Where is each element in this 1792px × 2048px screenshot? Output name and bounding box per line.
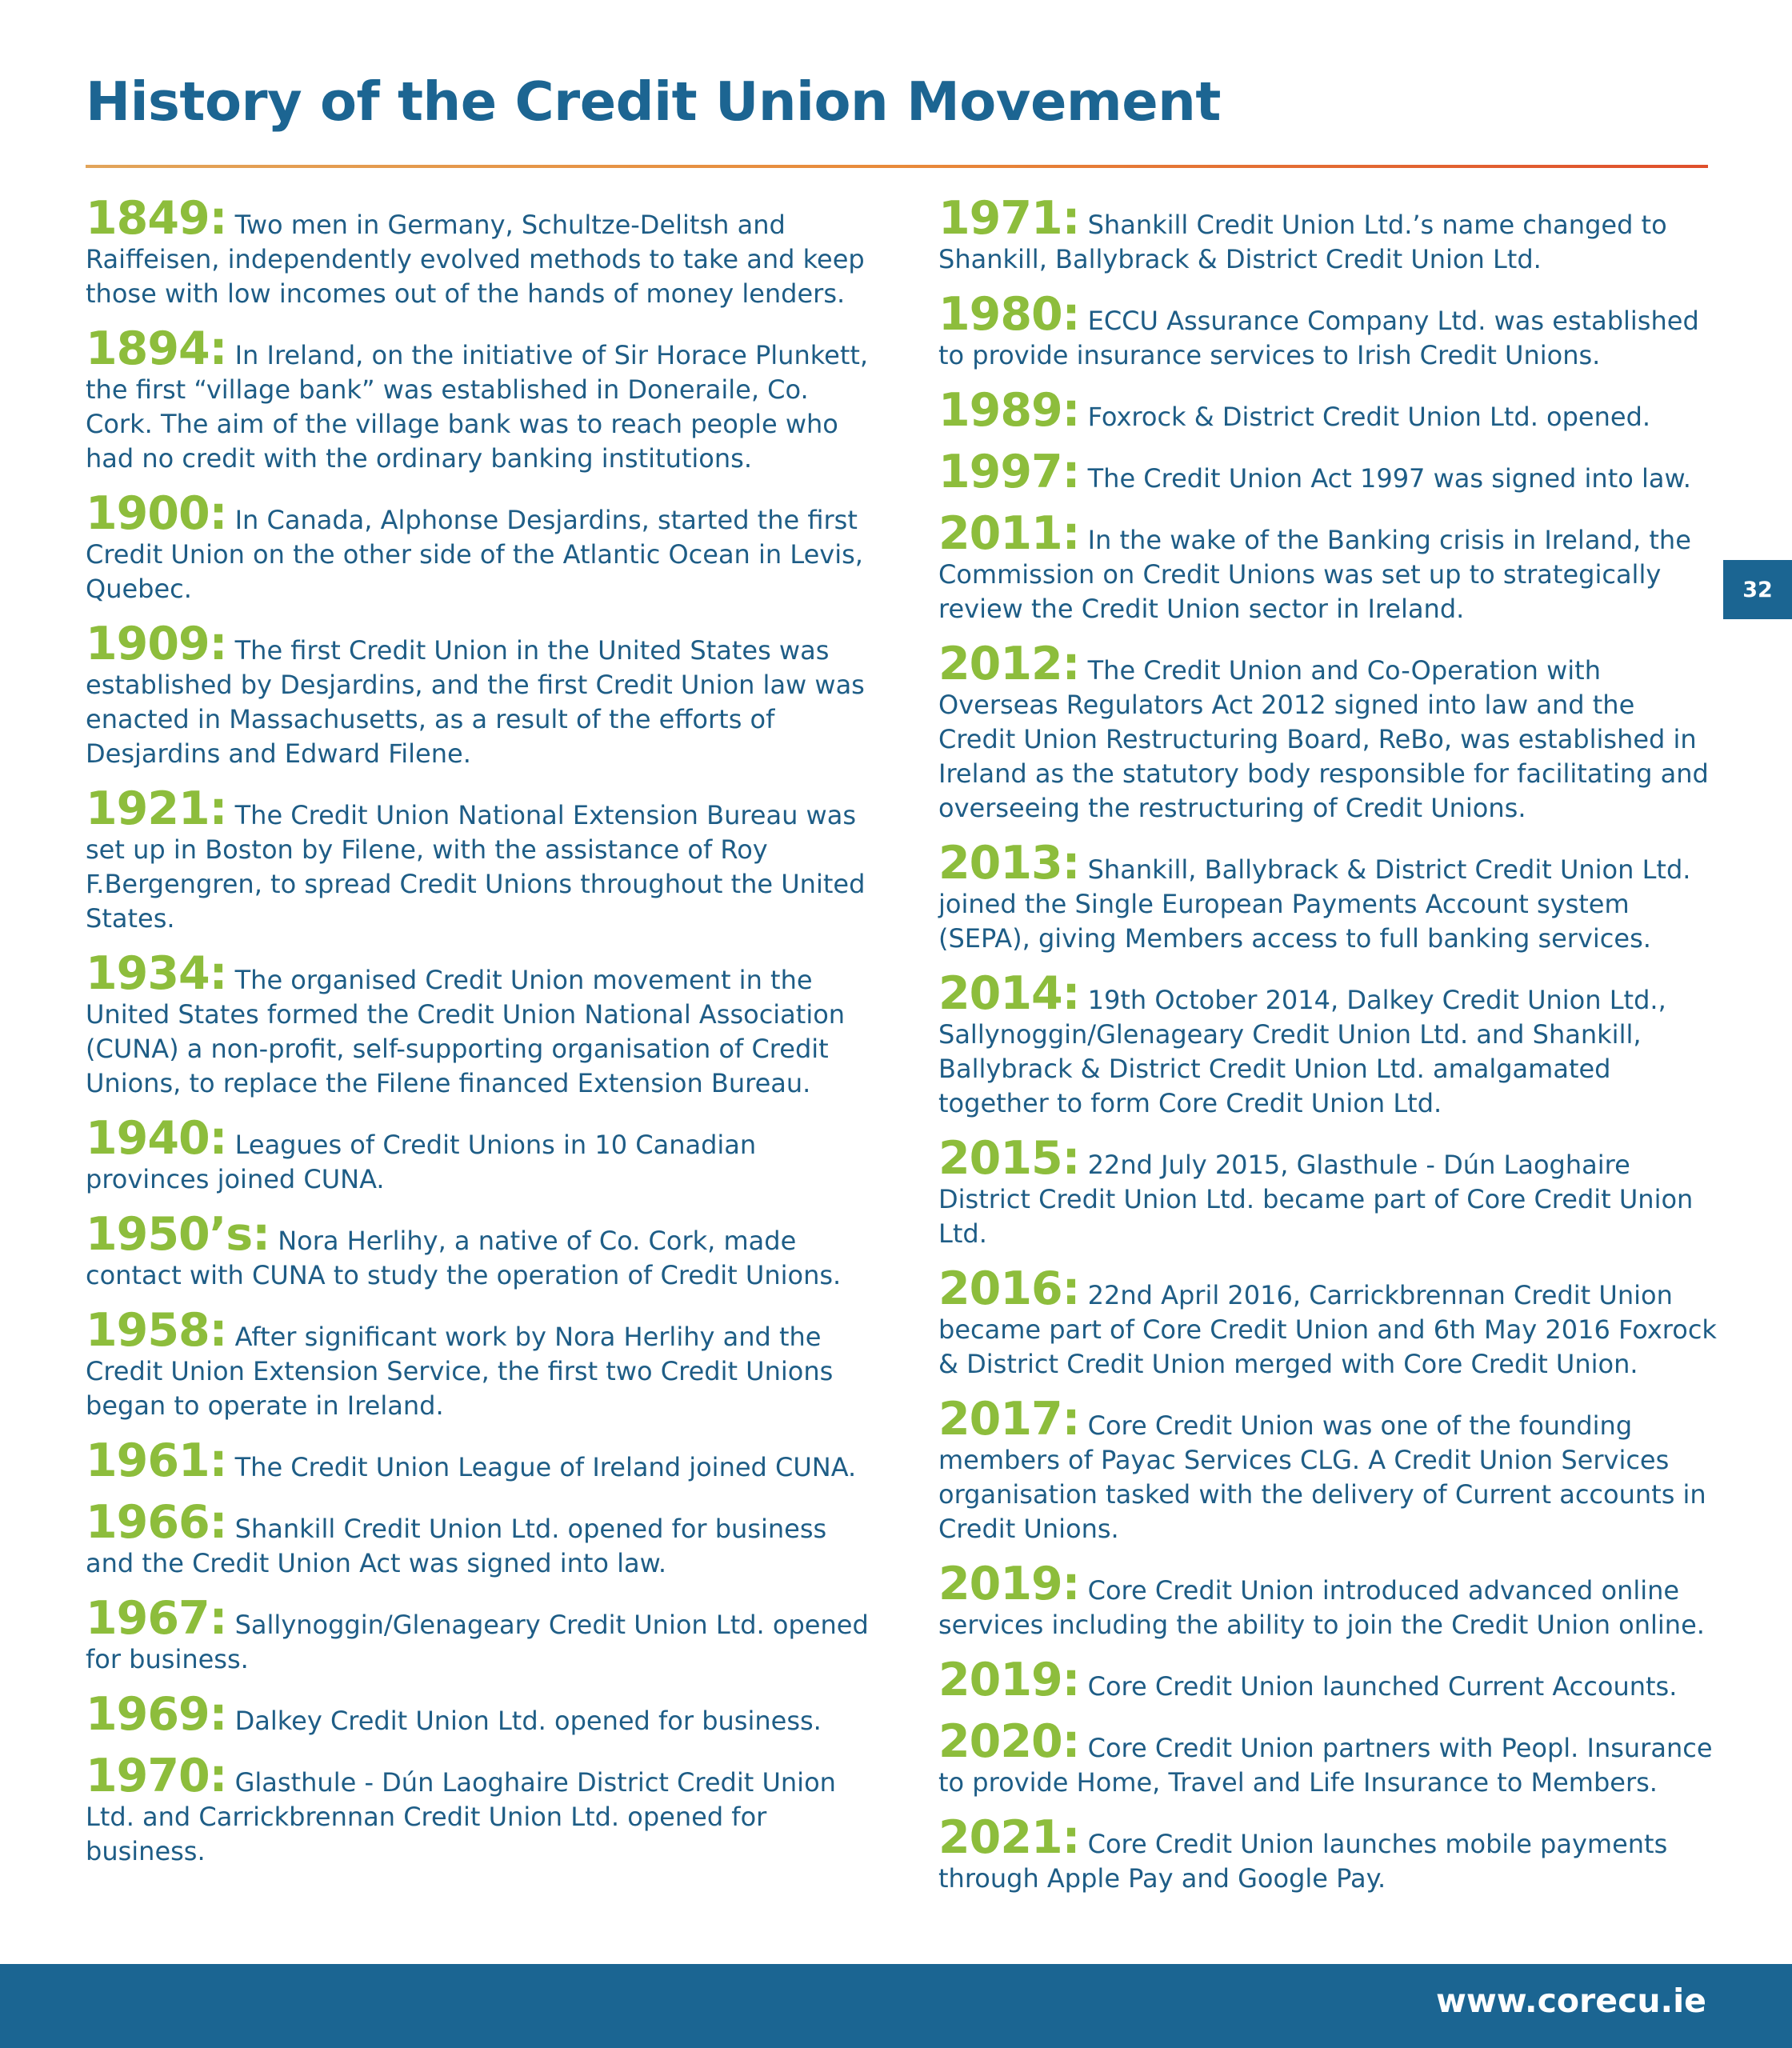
timeline-year: 1997: [938,446,1080,498]
footer-website-link[interactable]: www.corecu.ie [1435,1982,1706,2020]
timeline-text: In Canada, Alphonse Desjardins, started the first Credit Union on the other side of the Atlantic Ocean in Levis, Quebec. [86,505,863,604]
timeline-entry [86,947,870,1101]
timeline-year: 1921: [86,782,227,835]
timeline-year: 2014: [938,967,1080,1020]
timeline-text: Nora Herlihy, a native of Co. Cork, made contact with CUNA to study the operation of Credit Unions. [86,1226,842,1290]
timeline-entry [938,288,1718,373]
footer-bar [0,1964,1792,2048]
timeline-text: The Credit Union Act 1997 was signed into law. [1087,463,1691,494]
timeline-text: Leagues of Credit Unions in 10 Canadian provinces joined CUNA. [86,1130,757,1194]
timeline-text: After significant work by Nora Herlihy and the Credit Union Extension Service, the first two Credit Unions began to operate in Ireland. [86,1322,834,1421]
timeline-year: 2020: [938,1715,1080,1768]
timeline-entry [938,1393,1718,1546]
timeline-entry [938,192,1718,277]
timeline-text: Dalkey Credit Union Ltd. opened for business. [234,1706,822,1736]
timeline-entry [86,1112,870,1197]
timeline-entry [938,1811,1718,1896]
timeline-text: 22nd April 2016, Carrickbrennan Credit Union became part of Core Credit Union and 6th May 2016 Foxrock & District Credit Union merged with Core Credit Union. [938,1280,1717,1379]
timeline-year: 1970: [86,1750,227,1802]
page-number-badge: 32 [1723,560,1792,619]
timeline-year: 2017: [938,1393,1080,1446]
timeline-year: 1934: [86,947,227,1000]
timeline-text: 19th October 2014, Dalkey Credit Union Ltd., Sallynoggin/Glenageary Credit Union Ltd. and Shankill, Ballybrack & District Credit Union Ltd. amalgamated together to form Core Credit Union Ltd. [938,985,1666,1118]
timeline-text: The first Credit Union in the United States was established by Desjardins, and the first Credit Union law was enacted in Massachusetts, as a result of the efforts of Desjardins and Edward Filene. [86,635,865,769]
timeline-text: Shankill, Ballybrack & District Credit Union Ltd. joined the Single European Payments Account system (SEPA), giving Members access to full banking services. [938,854,1691,954]
timeline-year: 1900: [86,487,227,540]
timeline-entry [86,487,870,606]
timeline-year: 1849: [86,192,227,245]
timeline-text: The Credit Union National Extension Bureau was set up in Boston by Filene, with the assistance of Roy F.Bergengren, to spread Credit Unions throughout the United States. [86,800,866,934]
timeline-entry [86,782,870,936]
timeline-text: Core Credit Union launches mobile payments through Apple Pay and Google Pay. [938,1829,1668,1894]
timeline-entry [86,1592,870,1677]
timeline-entry [86,1688,870,1741]
timeline-year: 1961: [86,1434,227,1487]
timeline-column-left [86,192,870,1890]
timeline-year: 1966: [86,1496,227,1549]
timeline-entry [938,638,1718,826]
timeline-text: Glasthule - Dún Laoghaire District Credit Union Ltd. and Carrickbrennan Credit Union Ltd. opened for business. [86,1767,836,1866]
timeline-text: The Credit Union League of Ireland joined CUNA. [234,1452,857,1482]
timeline-year: 2016: [938,1262,1080,1315]
timeline-entry [86,1750,870,1869]
timeline-text: Core Credit Union launched Current Accounts. [1087,1671,1678,1702]
timeline-entry [938,1715,1718,1800]
timeline-text: In Ireland, on the initiative of Sir Horace Plunkett, the first “village bank” was established in Doneraile, Co. Cork. The aim of the village bank was to reach people who had no credit with the ordinary banking institutions. [86,340,869,474]
timeline-entry [86,1496,870,1581]
timeline-text: 22nd July 2015, Glasthule - Dún Laoghaire District Credit Union Ltd. became part of Core Credit Union Ltd. [938,1150,1694,1249]
timeline-year: 2019: [938,1558,1080,1610]
timeline-entry [86,192,870,311]
timeline-text: Core Credit Union was one of the founding members of Payac Services CLG. A Credit Union Services organisation tasked with the delivery of Current accounts in Credit Unions. [938,1410,1706,1544]
timeline-year: 1894: [86,322,227,375]
timeline-entry [938,507,1718,626]
timeline-year: 1950’s: [86,1208,270,1261]
timeline-year: 1989: [938,384,1080,437]
timeline-entry [86,322,870,476]
timeline-text: Foxrock & District Credit Union Ltd. opened. [1087,402,1651,432]
timeline-text: Sallynoggin/Glenageary Credit Union Ltd. opened for business. [86,1610,869,1674]
timeline-year: 1980: [938,288,1080,341]
timeline-year: 2013: [938,837,1080,890]
timeline-year: 1967: [86,1592,227,1645]
timeline-year: 1958: [86,1304,227,1357]
timeline-year: 1971: [938,192,1080,245]
timeline-entry [938,1558,1718,1642]
timeline-entry [938,1654,1718,1706]
timeline-year: 2015: [938,1132,1080,1185]
timeline-year: 2011: [938,507,1080,560]
timeline-text: ECCU Assurance Company Ltd. was established to provide insurance services to Irish Credit Unions. [938,306,1699,370]
timeline-text: Two men in Germany, Schultze-Delitsh and Raiffeisen, independently evolved methods to take and keep those with low incomes out of the hands of money lenders. [86,210,865,309]
timeline-text: The Credit Union and Co-Operation with Overseas Regulators Act 2012 signed into law and the Credit Union Restructuring Board, ReBo, was established in Ireland as the statutory body responsible for facilitating and overseeing the restructuring of Credit Unions. [938,655,1709,823]
timeline-text: Core Credit Union introduced advanced online services including the ability to join the Credit Union online. [938,1575,1705,1640]
timeline-column-right [938,192,1718,1917]
timeline-year: 2021: [938,1811,1080,1864]
timeline-entry [86,1304,870,1423]
timeline-entry [86,1208,870,1293]
timeline-year: 1909: [86,618,227,670]
timeline-year: 1969: [86,1688,227,1741]
timeline-entry [938,967,1718,1121]
timeline-entry [86,1434,870,1487]
timeline-year: 1940: [86,1112,227,1165]
timeline-text: Shankill Credit Union Ltd. opened for business and the Credit Union Act was signed into law. [86,1514,827,1578]
timeline-entry [938,837,1718,956]
page-title: History of the Credit Union Movement [86,70,1221,133]
timeline-entry [938,446,1718,498]
timeline-entry [938,1262,1718,1382]
timeline-entry [938,384,1718,437]
title-divider [86,165,1708,168]
timeline-entry [938,1132,1718,1251]
timeline-text: In the wake of the Banking crisis in Ireland, the Commission on Credit Unions was set up to strategically review the Credit Union sector in Ireland. [938,525,1691,624]
timeline-year: 2019: [938,1654,1080,1706]
timeline-year: 2012: [938,638,1080,690]
timeline-text: The organised Credit Union movement in the United States formed the Credit Union National Association (CUNA) a non-profit, self-supporting organisation of Credit Unions, to replace the Filene financed Extension Bureau. [86,965,846,1098]
timeline-entry [86,618,870,771]
timeline-text: Shankill Credit Union Ltd.’s name changed to Shankill, Ballybrack & District Credit Union Ltd. [938,210,1667,274]
timeline-text: Core Credit Union partners with Peopl. Insurance to provide Home, Travel and Life Insurance to Members. [938,1733,1713,1798]
